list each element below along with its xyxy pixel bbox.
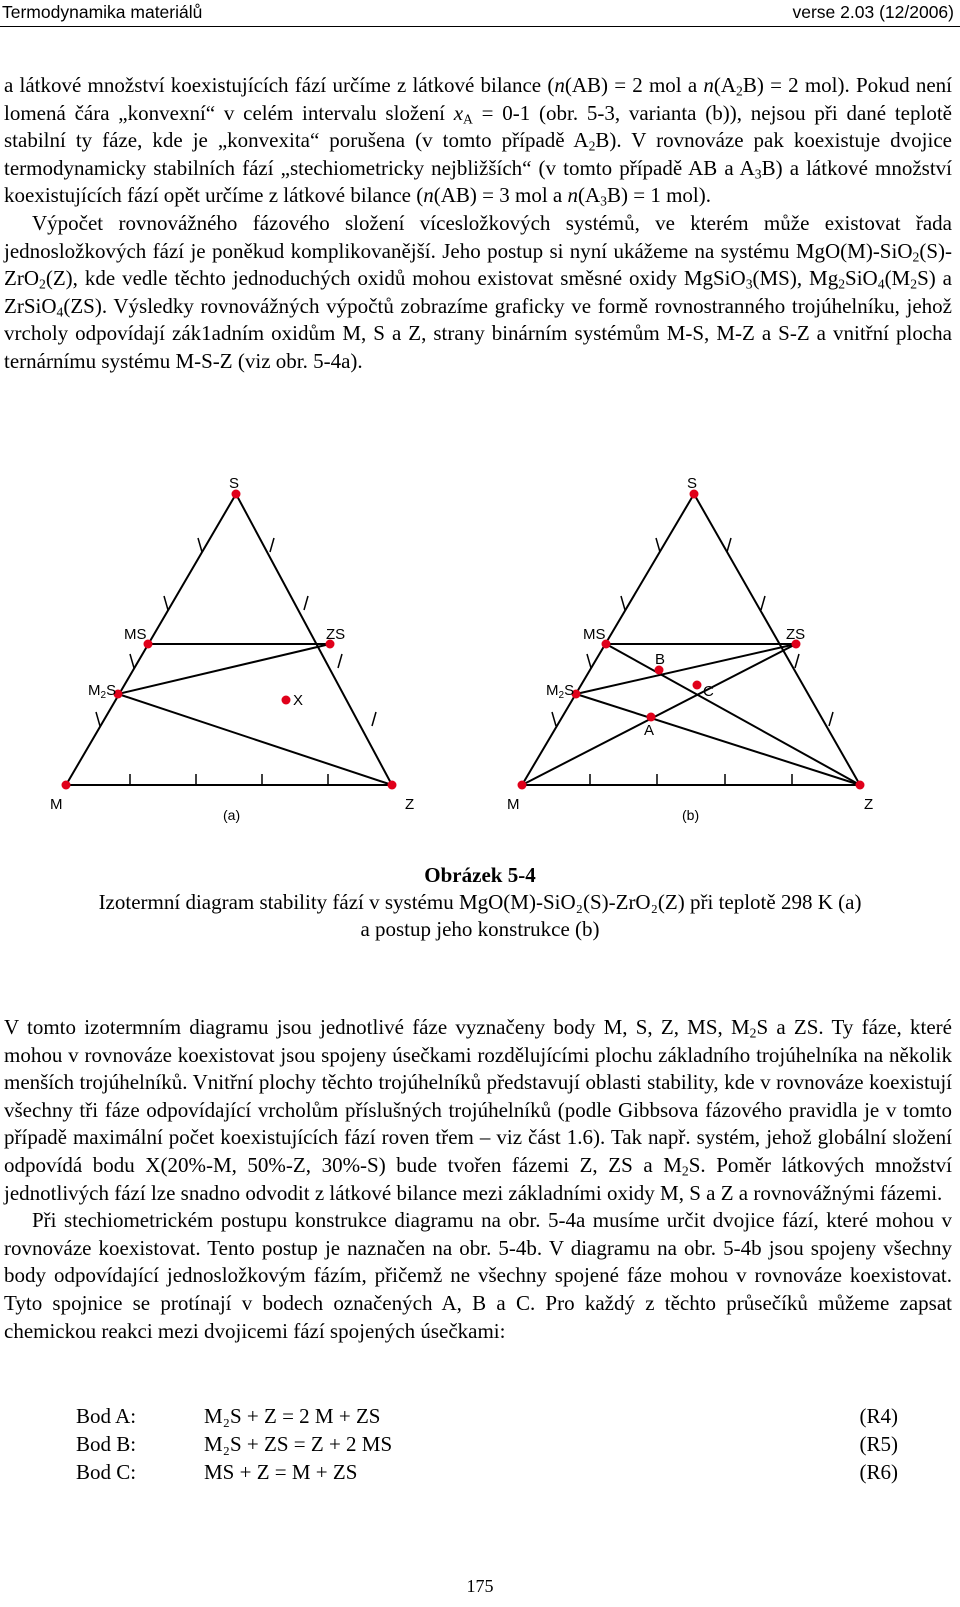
label-panel-a: (a) (223, 807, 241, 823)
text-block-top (4, 72, 952, 376)
label-ms-a: MS (124, 626, 147, 643)
points-a (62, 490, 397, 790)
label-m2s-b: $M_2S$ (546, 682, 575, 701)
reaction-tag: (R4) (859, 1404, 898, 1428)
tie-line-m2s-z-b (576, 694, 860, 785)
reaction-row (0, 1404, 960, 1432)
reaction-list (0, 1404, 960, 1488)
label-ms-b: MS (583, 626, 606, 643)
paragraph-3: V tomto izotermním diagramu jsou jednotlivé fáze vyznačeny body M, S, Z, MS, $M_2S$ a ZS. Ty fáze, které mohou v rovnováze koexistovat jsou spojeny úsečkami rozdělujícími plochu základního trojúhelníka na několik menších trojúhelníků. Vnitřní plochy těchto trojúhelníků představují oblasti stability, kde v rovnováze koexistují všechny tři fáze odpovídající vrcholům příslušných trojúhelníků (podle Gibbsova fázového pravidla je v tomto případě maximální počet koexistujících fází roven třem – viz část 1.6). Tak např. systém, jehož globální složení odpovídá bodu X(20%-M, 50%-Z, 30%-S) bude tvořen fázemi Z, ZS a $M_2S$. Poměr látkových množství jednotlivých fází lze snadno odvodit z látkové bilance mezi základními oxidy M, S a Z a rovnovážnými fázemi. (4, 1015, 952, 1205)
label-x: X (293, 692, 304, 709)
label-m2s-a: $M_2S$ (88, 682, 117, 701)
label-a: A (644, 722, 655, 739)
tie-line-m2s-zs-b (576, 644, 796, 694)
reaction-equation: MS + Z = M + ZS (204, 1460, 358, 1484)
caption-number: Obrázek 5-4 (424, 863, 536, 887)
point-m-a (62, 781, 71, 790)
point-x (282, 696, 291, 705)
header-title: Termodynamika materiálů (2, 2, 203, 22)
paragraph-1: a látkové množství koexistujících fází určíme z látkové bilance (n(AB) = 2 mol a $n(A_2B) = 2$ mol). Pokud není lomená čára „konvexní“ v celém intervalu složení $x_A = 0-1$ (obr. 5-3, varianta (b)), nejsou při dané teplotě stabilní ty fáze, kde je „konvexita“ porušena (v tomto případě $A_2B$). V rovnováze pak koexistuje dvojice termodynamicky stabilních fází „stechiometricky nejbližších“ (v tomto případě AB a $A_3B$) a látkové množství koexistujících fází opět určíme z látkové bilance (n(AB) = 3 mol a $n(A_3B) = 1$ mol). (4, 73, 953, 209)
reaction-label: Bod A: (76, 1404, 137, 1428)
label-m-b: M (507, 796, 520, 813)
label-panel-b: (b) (682, 807, 700, 823)
page-number: 175 (466, 1576, 494, 1596)
point-a (647, 713, 656, 722)
reaction-equation: M₂S + ZS = Z + 2 MS (204, 1432, 393, 1456)
caption-line-2: a postup jeho konstrukce (b) (360, 917, 600, 941)
point-z-a (388, 781, 397, 790)
tie-line-ms-z-b (606, 644, 860, 785)
label-z-a: Z (405, 796, 415, 813)
diagram-b (522, 494, 860, 785)
points-b (518, 490, 865, 790)
caption-line-1: Izotermní diagram stability fází v systému MgO(M)-SiO₂(S)-ZrO₂(Z) při teplotě 298 K (a) (98, 890, 862, 914)
reaction-equation: M₂S + Z = 2 M + ZS (204, 1404, 381, 1428)
paragraph-4: Při stechiometrickém postupu konstrukce diagramu na obr. 5-4a musíme určit dvojice fází, které mohou v rovnováze koexistovat. Tento postup je naznačen na obr. 5-4b. V diagramu na obr. 5-4b jsou spojeny všechny body odpovídající jednosložkovým fázím, přičemž ne všechny spojené fáze mohou v rovnováze koexistovat. Tyto spojnice se protínají v bodech označených A, B a C. Pro každý z těchto průsečíků můžeme zapsat chemickou reakci mezi dvojicemi fází spojených úsečkami: (4, 1208, 952, 1343)
reaction-row (0, 1460, 960, 1488)
label-z-b: Z (864, 796, 874, 813)
paragraph-2: Výpočet rovnovážného fázového složení vícesložkových systémů, ve kterém může existovat řada jednosložkových fází je poněkud komplikovanější. Jeho postup si nyní ukážeme na systému MgO(M)-SiO$_2$(S)-ZrO$_2$(Z), kde vedle těchto jednoduchých oxidů mohou existovat směsné oxidy MgSiO$_3$(MS), $Mg_2SiO_4(M_2S)$ a ZrSiO$_4$(ZS). Výsledky rovnovážných výpočtů zobrazíme graficky ve formě rovnostranného trojúhelníku, jehož vrcholy odpovídají zák1adním oxidům M, S a Z, strany binárním systémům M-S, M-Z a S-Z a vnitřní plocha ternárnímu systému M-S-Z (viz obr. 5-4a). (4, 210, 952, 373)
point-c (693, 681, 702, 690)
reaction-tag: (R5) (859, 1432, 898, 1456)
reaction-row (0, 1432, 960, 1460)
header-version: verse 2.03 (12/2006) (792, 2, 954, 22)
label-zs-b: ZS (786, 626, 806, 643)
figure-ternary-diagrams (0, 458, 960, 858)
point-m-b (518, 781, 527, 790)
label-s-a: S (229, 475, 240, 492)
page-header (0, 0, 960, 27)
text-block-bottom (4, 1014, 952, 1345)
point-z-b (856, 781, 865, 790)
label-s-b: S (687, 475, 698, 492)
label-m-a: M (50, 796, 63, 813)
tie-line-m2s-zs (118, 644, 330, 694)
label-c: C (703, 683, 714, 700)
reaction-label: Bod C: (76, 1460, 137, 1484)
reaction-tag: (R6) (859, 1460, 898, 1484)
triangle-b (522, 494, 860, 785)
label-zs-a: ZS (326, 626, 346, 643)
reaction-label: Bod B: (76, 1432, 137, 1456)
label-b: B (655, 651, 666, 668)
figure-caption (0, 862, 960, 943)
